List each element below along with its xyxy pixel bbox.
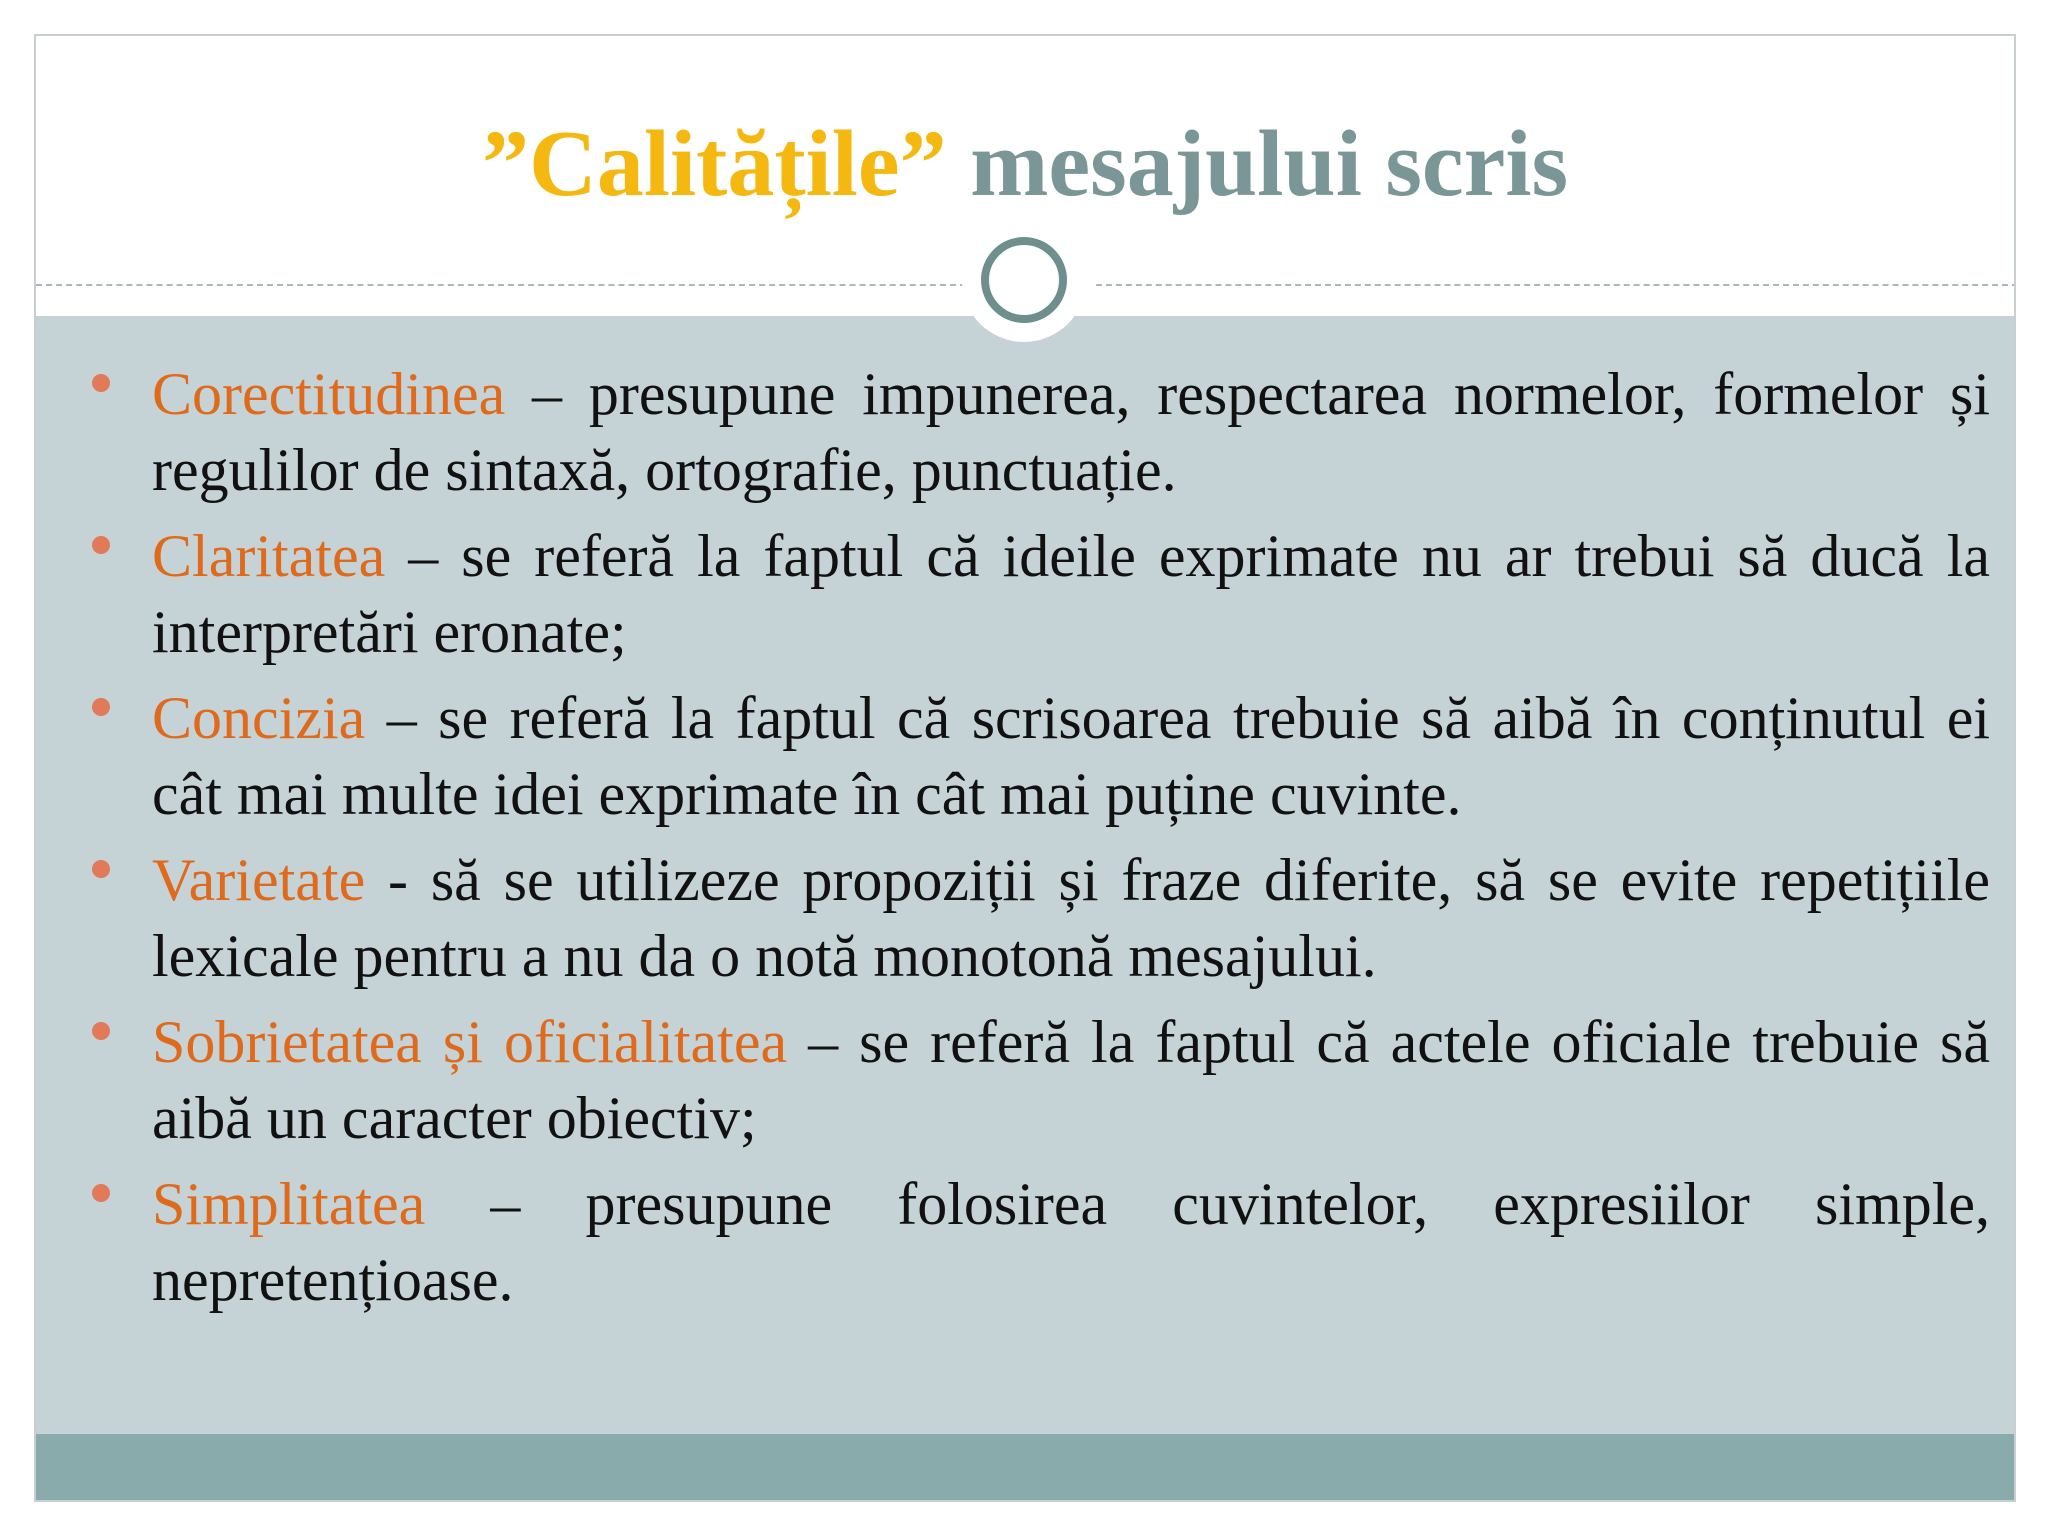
divider-line-left [36,284,966,286]
qualities-list [152,356,1990,1328]
bullet-icon [92,374,110,392]
item-term: Concizia [152,685,366,751]
bullet-icon [92,860,110,878]
list-item [152,356,1990,508]
list-item [152,1004,1990,1156]
title-rest: mesajului scris [970,112,1569,216]
bullet-icon [92,1184,110,1202]
list-item [152,1166,1990,1318]
divider-line-right [1096,284,2016,286]
item-text: – se referă la faptul că actele oficiale trebuie să aibă un caracter obiectiv; [152,1009,1990,1151]
item-term: Varietate [152,847,366,913]
item-text: - să se utilizeze propoziții și fraze diferite, să se evite repetițiile lexicale pentru a nu da o notă monotonă mesajului. [152,847,1990,989]
item-text: – presupune folosirea cuvintelor, expresiilor simple, nepretențioase. [152,1171,1990,1313]
list-item [152,680,1990,832]
item-term: Claritatea [152,523,386,589]
list-item [152,842,1990,994]
list-item [152,518,1990,670]
bullet-icon [92,698,110,716]
bullet-icon [92,1022,110,1040]
item-text: – se referă la faptul că ideile exprimate nu ar trebui să ducă la interpretări eronate; [152,523,1990,665]
item-text: – se referă la faptul că scrisoarea trebuie să aibă în conținutul ei cât mai multe idei exprimate în cât mai puține cuvinte. [152,685,1990,827]
item-term: Simplitatea [152,1171,426,1237]
divider-circle-icon [981,237,1067,323]
slide [34,34,2016,1502]
slide-title [36,104,2014,224]
title-accent: ”Calitățile” [481,112,947,216]
bullet-icon [92,536,110,554]
item-term: Corectitudinea [152,361,506,427]
item-term: Sobrietatea și oficialitatea [152,1009,788,1075]
item-text: – presupune impunerea, respectarea normelor, formelor și regulilor de sintaxă, ortografie, punctuație. [152,361,1990,503]
footer-bar [36,1434,2014,1502]
